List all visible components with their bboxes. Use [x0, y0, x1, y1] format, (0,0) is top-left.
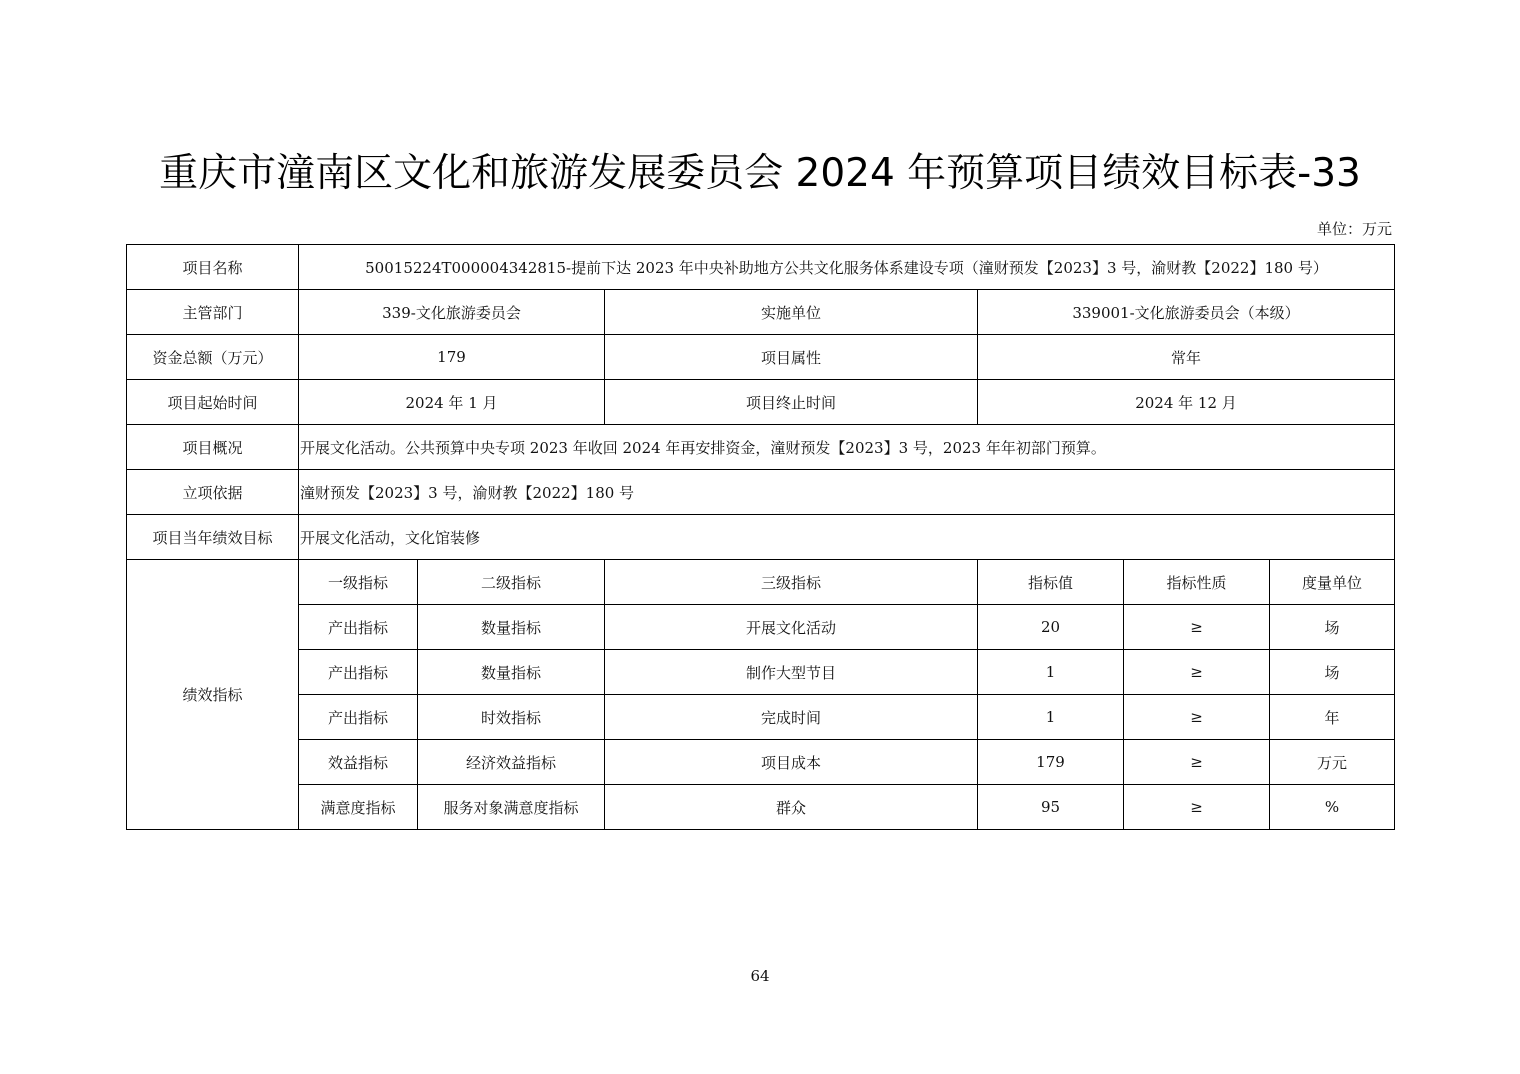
header-level1: 一级指标 [299, 560, 418, 605]
project-attribute-value: 常年 [978, 335, 1395, 380]
indicator-value: 1 [978, 695, 1124, 740]
end-time-label: 项目终止时间 [605, 380, 978, 425]
indicator-nature: ≥ [1124, 740, 1270, 785]
indicator-nature: ≥ [1124, 785, 1270, 830]
row-funds [127, 335, 1395, 380]
project-name-value: 50015224T000004342815-提前下达 2023 年中央补助地方公共文化服务体系建设专项（潼财预发【2023】3 号，渝财教【2022】180 号） [299, 245, 1395, 290]
header-level3: 三级指标 [605, 560, 978, 605]
indicator-level2: 数量指标 [418, 650, 605, 695]
indicator-level1: 产出指标 [299, 605, 418, 650]
performance-target-table [126, 244, 1395, 830]
indicator-unit: 场 [1270, 650, 1395, 695]
header-level2: 二级指标 [418, 560, 605, 605]
project-name-label: 项目名称 [127, 245, 299, 290]
indicator-level2: 时效指标 [418, 695, 605, 740]
indicator-level1: 产出指标 [299, 650, 418, 695]
indicator-level3: 群众 [605, 785, 978, 830]
indicator-level2: 服务对象满意度指标 [418, 785, 605, 830]
funds-value: 179 [299, 335, 605, 380]
indicator-row [127, 650, 1395, 695]
indicator-value: 95 [978, 785, 1124, 830]
end-time-value: 2024 年 12 月 [978, 380, 1395, 425]
header-target-value: 指标值 [978, 560, 1124, 605]
unit-label: 单位：万元 [1316, 220, 1392, 238]
goal-label: 项目当年绩效目标 [127, 515, 299, 560]
indicator-level3: 完成时间 [605, 695, 978, 740]
indicator-level3: 开展文化活动 [605, 605, 978, 650]
funds-label: 资金总额（万元） [127, 335, 299, 380]
indicator-level1: 产出指标 [299, 695, 418, 740]
overview-value: 开展文化活动。公共预算中央专项 2023 年收回 2024 年再安排资金，潼财预发【2023】3 号，2023 年年初部门预算。 [299, 425, 1395, 470]
indicator-level3: 项目成本 [605, 740, 978, 785]
overview-label: 项目概况 [127, 425, 299, 470]
indicator-level2: 经济效益指标 [418, 740, 605, 785]
indicator-unit: 年 [1270, 695, 1395, 740]
indicator-unit: % [1270, 785, 1395, 830]
goal-value: 开展文化活动，文化馆装修 [299, 515, 1395, 560]
indicator-level3: 制作大型节目 [605, 650, 978, 695]
indicator-nature: ≥ [1124, 605, 1270, 650]
row-project-name [127, 245, 1395, 290]
start-time-label: 项目起始时间 [127, 380, 299, 425]
indicator-value: 1 [978, 650, 1124, 695]
indicator-unit: 万元 [1270, 740, 1395, 785]
indicator-value: 179 [978, 740, 1124, 785]
page-number: 64 [750, 967, 770, 985]
indicator-level1: 效益指标 [299, 740, 418, 785]
department-value: 339-文化旅游委员会 [299, 290, 605, 335]
basis-value: 潼财预发【2023】3 号，渝财教【2022】180 号 [299, 470, 1395, 515]
indicator-nature: ≥ [1124, 695, 1270, 740]
header-unit: 度量单位 [1270, 560, 1395, 605]
indicator-unit: 场 [1270, 605, 1395, 650]
indicator-row [127, 695, 1395, 740]
project-attribute-label: 项目属性 [605, 335, 978, 380]
indicators-label: 绩效指标 [127, 560, 299, 830]
row-period [127, 380, 1395, 425]
implementing-unit-label: 实施单位 [605, 290, 978, 335]
row-goal [127, 515, 1395, 560]
row-overview [127, 425, 1395, 470]
implementing-unit-value: 339001-文化旅游委员会（本级） [978, 290, 1395, 335]
row-department [127, 290, 1395, 335]
indicator-row [127, 785, 1395, 830]
basis-label: 立项依据 [127, 470, 299, 515]
page-title: 重庆市潼南区文化和旅游发展委员会 2024 年预算项目绩效目标表-33 [159, 151, 1361, 196]
indicator-row [127, 605, 1395, 650]
indicator-level1: 满意度指标 [299, 785, 418, 830]
indicator-header-row [127, 560, 1395, 605]
indicator-row [127, 740, 1395, 785]
indicator-value: 20 [978, 605, 1124, 650]
indicator-nature: ≥ [1124, 650, 1270, 695]
header-nature: 指标性质 [1124, 560, 1270, 605]
row-basis [127, 470, 1395, 515]
start-time-value: 2024 年 1 月 [299, 380, 605, 425]
department-label: 主管部门 [127, 290, 299, 335]
indicator-level2: 数量指标 [418, 605, 605, 650]
